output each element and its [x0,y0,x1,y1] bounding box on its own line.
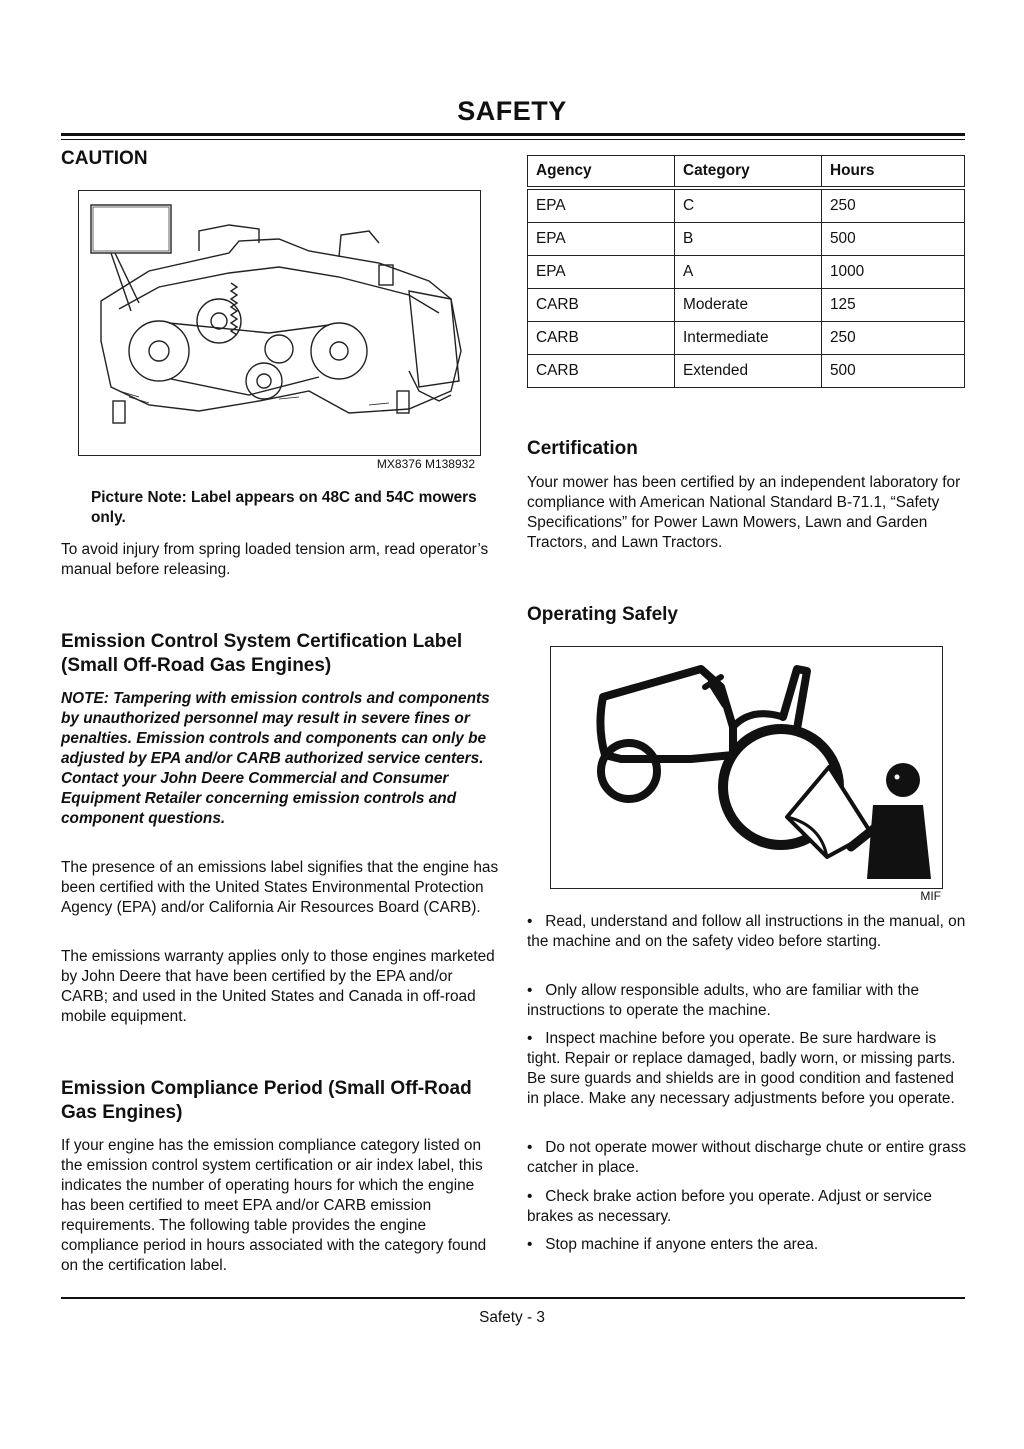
table-header-cell: Agency [528,156,675,189]
table-cell: CARB [528,322,675,355]
safety-bullet-2 [527,981,967,1021]
bullet-text: Only allow responsible adults, who are familiar with the instructions to operate the machine. [527,982,920,1019]
mower-deck-figure-caption: MX8376 M138932 [376,457,475,471]
table-header-cell: Category [675,156,822,189]
table-cell: CARB [528,355,675,388]
table-cell: Extended [675,355,822,388]
footer-rule [61,1297,965,1299]
safety-bullet-6 [527,1235,967,1255]
operator-figure-caption: MIF [920,889,941,903]
mower-deck-illustration [79,191,480,455]
compliance-para: If your engine has the emission compliance category listed on the emission control system certification or air index label, this indicates the number of operating hours for which the engine has been certified to meet EPA and/or CARB emission requirements. The following table provides the engine compliance period in hours associated with the category found on the certification label. [61,1137,487,1274]
table-cell: Intermediate [675,322,822,355]
table-cell: 500 [822,355,965,388]
table-row [528,355,965,388]
table-row [528,188,965,223]
page-title: SAFETY [457,96,567,126]
tractor-manual-illustration [551,647,942,888]
compliance-table [527,155,965,388]
certification-heading: Certification [527,438,638,459]
bullet-mark: • [527,1188,546,1205]
table-row [528,223,965,256]
table-cell: A [675,256,822,289]
table-row [528,256,965,289]
compliance-heading: Emission Compliance Period (Small Off-Road Gas Engines) [61,1078,472,1123]
bullet-mark: • [527,1030,546,1047]
emission-para-1: The presence of an emissions label signifies that the engine has been certified with the United States Environmental Protection Agency (EPA) and/or California Air Resources Board (CARB). [61,859,499,916]
bullet-text: Read, understand and follow all instructions in the manual, on the machine and on the safety video before starting. [527,913,966,950]
table-cell: B [675,223,822,256]
table-cell: 250 [822,188,965,223]
page-footer: Safety - 3 [479,1309,545,1326]
header-rule-thin [61,139,965,140]
mower-deck-figure [78,190,481,456]
safety-bullet-3 [527,1029,967,1109]
table-cell: CARB [528,289,675,322]
picture-note: Picture Note: Label appears on 48C and 54C mowers only. [91,489,477,526]
emission-label-heading: Emission Control System Certification Label (Small Off-Road Gas Engines) [61,631,463,676]
safety-bullet-4 [527,1138,967,1178]
operating-heading: Operating Safely [527,604,678,625]
table-cell: EPA [528,256,675,289]
safety-bullet-1 [527,912,967,952]
table-header-cell: Hours [822,156,965,189]
table-cell: 500 [822,223,965,256]
bullet-mark: • [527,913,546,930]
bullet-text: Check brake action before you operate. Adjust or service brakes as necessary. [527,1188,932,1225]
operator-manual-figure [550,646,943,889]
bullet-text: Inspect machine before you operate. Be sure hardware is tight. Repair or replace damaged, badly worn, or missing parts. Be sure guards and shields are in good condition and fastened in place. Make any necessary adjustments before you operate. [527,1030,956,1107]
table-cell: EPA [528,188,675,223]
emission-para-2: The emissions warranty applies only to those engines marketed by John Deere that have been certified by the EPA and/or CARB; and used in the United States and Canada in off-road mobile equipment. [61,948,495,1025]
table-row [528,289,965,322]
caution-text: To avoid injury from spring loaded tension arm, read operator’s manual before releasing. [61,541,489,578]
table-cell: 125 [822,289,965,322]
caution-heading: CAUTION [61,148,148,169]
bullet-text: Stop machine if anyone enters the area. [545,1236,819,1253]
emission-note: NOTE: Tampering with emission controls and components by unauthorized personnel may result in severe fines or penalties. Emission controls and components can only be adjusted by EPA and/or CARB authorized service centers. Contact your John Deere Commercial and Consumer Equipment Retailer concerning emission controls and component questions. [61,690,490,827]
table-cell: Moderate [675,289,822,322]
header-rule [61,133,965,136]
bullet-mark: • [527,1236,546,1253]
bullet-mark: • [527,982,546,999]
table-cell: C [675,188,822,223]
bullet-text: Do not operate mower without discharge chute or entire grass catcher in place. [527,1139,967,1176]
certification-para: Your mower has been certified by an independent laboratory for compliance with American National Standard B-71.1, “Safety Specifications” for Power Lawn Mowers, Lawn and Garden Tractors, and Lawn Tractors. [527,474,961,551]
table-cell: 1000 [822,256,965,289]
safety-bullet-5 [527,1187,967,1227]
table-row [528,322,965,355]
bullet-mark: • [527,1139,546,1156]
table-header-row [528,156,965,189]
table-cell: 250 [822,322,965,355]
table-cell: EPA [528,223,675,256]
